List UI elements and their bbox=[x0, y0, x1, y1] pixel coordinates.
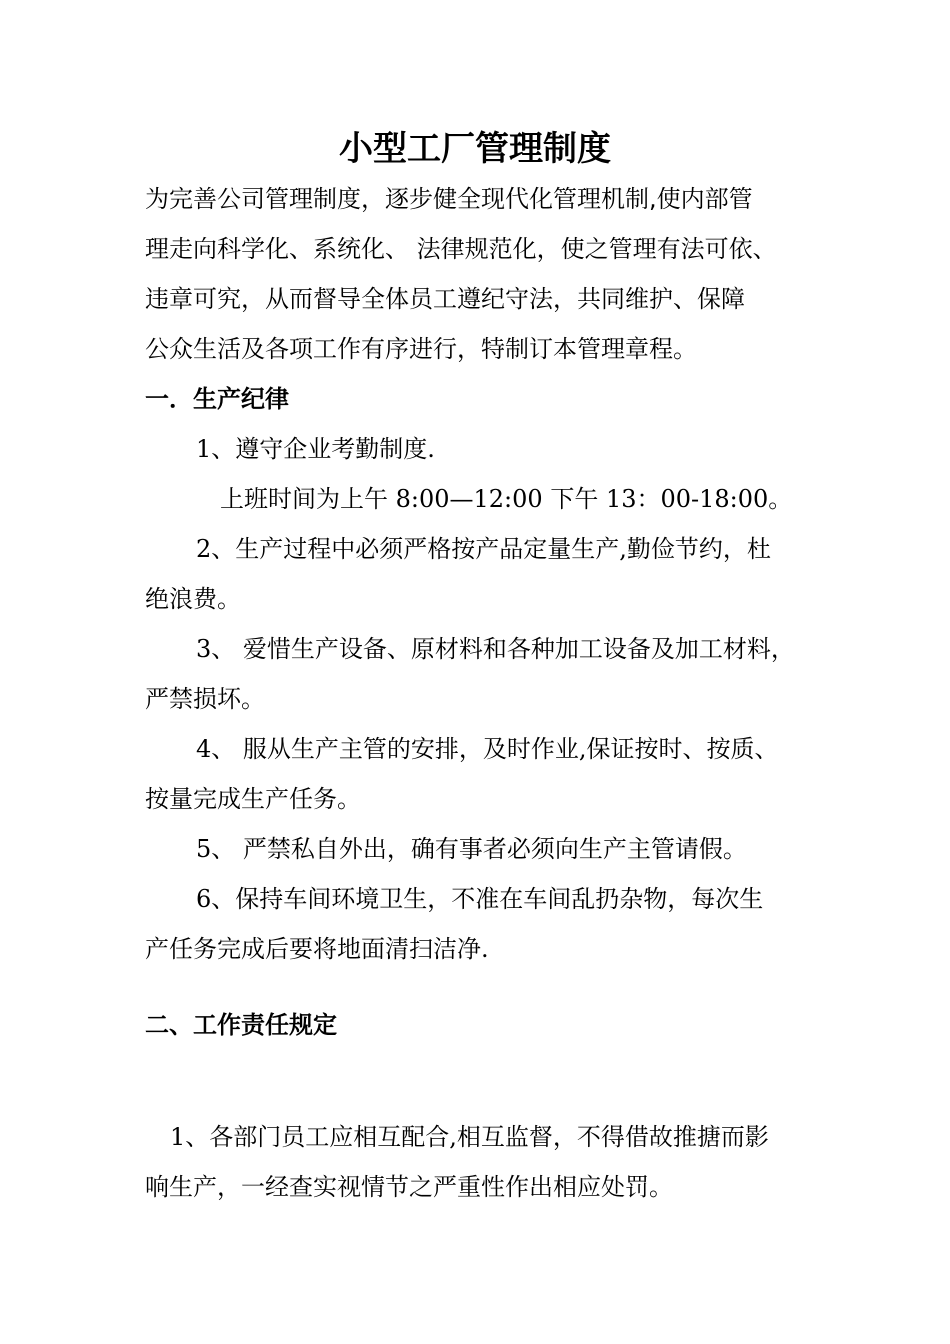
section-heading: 一．生产纪律 bbox=[145, 385, 289, 413]
responsibility-item-1-line: 响生产，一经查实视情节之严重性作出相应处罚。 bbox=[145, 1173, 673, 1201]
rule-item-6-line: 产任务完成后要将地面清扫洁净. bbox=[145, 935, 489, 963]
rule-item-1-line: 1、遵守企业考勤制度. bbox=[196, 435, 435, 463]
intro-line: 理走向科学化、系统化、 法律规范化，使之管理有法可依、 bbox=[145, 235, 777, 263]
rule-item-4-line: 4、 服从生产主管的安排，及时作业,保证按时、按质、 bbox=[196, 735, 779, 763]
rule-item-3-line: 严禁损坏。 bbox=[145, 685, 265, 713]
rule-item-2-line: 绝浪费。 bbox=[145, 585, 241, 613]
rule-item-6-line: 6、保持车间环境卫生，不准在车间乱扔杂物，每次生 bbox=[196, 885, 764, 913]
rule-item-1-work-hours: 上班时间为上午 8:00—12:00 下午 13：00-18:00。 bbox=[220, 485, 793, 513]
section-heading: 二、工作责任规定 bbox=[145, 1011, 337, 1039]
rule-item-2-line: 2、生产过程中必须严格按产品定量生产,勤俭节约，杜 bbox=[196, 535, 771, 563]
intro-line: 违章可究，从而督导全体员工遵纪守法，共同维护、保障 bbox=[145, 285, 745, 313]
document-title: 小型工厂管理制度 bbox=[339, 129, 611, 169]
responsibility-item-1-line: 1、各部门员工应相互配合,相互监督，不得借故推搪而影 bbox=[170, 1123, 769, 1151]
intro-line: 公众生活及各项工作有序进行，特制订本管理章程。 bbox=[145, 335, 697, 363]
intro-line: 为完善公司管理制度，逐步健全现代化管理机制,使内部管 bbox=[145, 185, 753, 213]
rule-item-5-line: 5、 严禁私自外出，确有事者必须向生产主管请假。 bbox=[196, 835, 747, 863]
rule-item-4-line: 按量完成生产任务。 bbox=[145, 785, 361, 813]
rule-item-3-line: 3、 爱惜生产设备、原材料和各种加工设备及加工材料， bbox=[196, 635, 795, 663]
